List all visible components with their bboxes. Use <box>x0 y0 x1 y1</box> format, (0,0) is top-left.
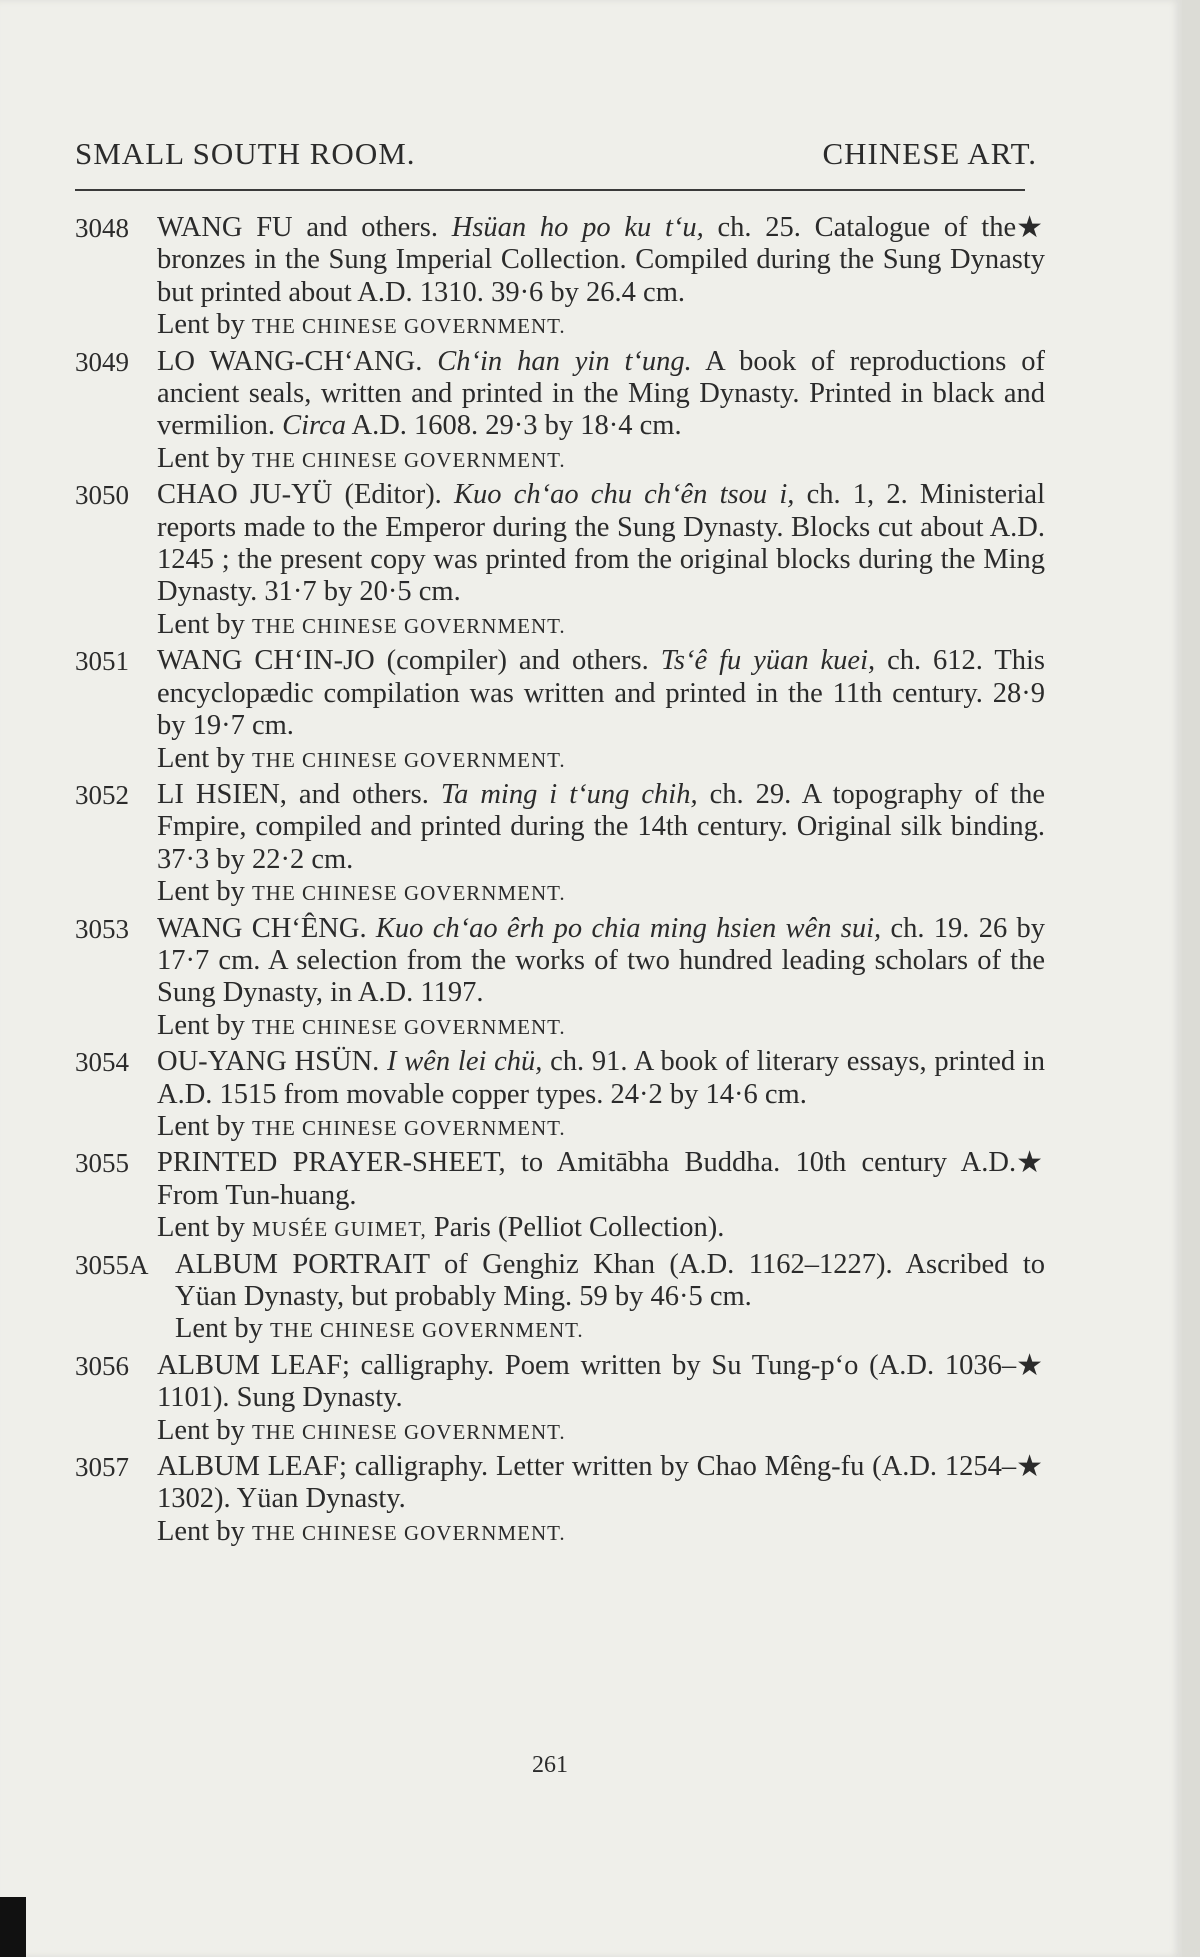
entry-author: PRINTED PRAYER-SHEET, <box>157 1147 506 1179</box>
lender-line <box>175 1313 1045 1346</box>
lender-detail: Paris (Pelliot Collection). <box>433 1212 725 1244</box>
catalogue-entry <box>75 212 1045 343</box>
lent-by-label: Lent by <box>175 1313 263 1345</box>
entry-author: WANG FU and others. <box>157 212 439 243</box>
header-right: CHINESE ART. <box>822 136 1037 171</box>
entry-title: Ta ming i t‘ung chih, <box>440 778 698 810</box>
catalogue-entry <box>75 1046 1045 1144</box>
lender-line <box>157 609 1045 642</box>
entry-body <box>157 779 1045 910</box>
entry-title: Kuo ch‘ao êrh po chia ming hsien wên sui, <box>375 912 882 944</box>
lender-name: THE CHINESE GOVERNMENT. <box>251 1520 566 1545</box>
lender-name: THE CHINESE GOVERNMENT. <box>251 1014 566 1039</box>
lent-by-label: Lent by <box>157 742 245 774</box>
lender-line <box>157 1415 1045 1448</box>
lent-by-label: Lent by <box>157 876 245 908</box>
entry-description: ch. 19. 26 by 17·7 cm. A selection from the works of two hundred leading scholars of the Sung Dynasty, in A.D. 1197. <box>157 912 1046 1009</box>
entry-body <box>157 645 1045 776</box>
entry-author: ALBUM PORTRAIT <box>175 1248 430 1280</box>
catalogue-entry <box>75 913 1045 1044</box>
entry-description: calligraphy. Poem written by Su Tung-p‘o (A.D. 1036–1101). Sung Dynasty. <box>157 1349 1017 1414</box>
entry-body <box>157 1147 1045 1245</box>
catalogue-entry <box>75 479 1045 642</box>
entry-number: 3048 <box>75 213 129 243</box>
lent-by-label: Lent by <box>157 1009 245 1041</box>
entry-number: 3050 <box>75 480 129 511</box>
entry-description: ch. 29. A topography of the Fmpire, compiled and printed during the 14th century. Original silk binding. 37·3 by 22·2 cm. <box>157 778 1045 875</box>
entry-author: ALBUM LEAF; <box>157 1349 350 1381</box>
entry-author: WANG CH‘IN-JO (compiler) and others. <box>157 645 649 677</box>
entry-author: ALBUM LEAF; <box>157 1451 347 1483</box>
entry-description: ch. 25. Catalogue of the bronzes in the Sung Imperial Collection. Compiled during the Sung Dynasty but printed about A.D. 1310. <box>157 212 1045 308</box>
header-rule <box>75 189 1025 191</box>
lender-line <box>157 1010 1045 1043</box>
entry-body <box>157 212 1045 343</box>
lent-by-label: Lent by <box>157 1515 245 1547</box>
lender-name: THE CHINESE GOVERNMENT. <box>251 1419 566 1444</box>
entry-title: Ch‘in han yin t‘ung. <box>437 345 692 377</box>
entry-body <box>157 479 1045 642</box>
star-icon: ★ <box>1016 1450 1043 1484</box>
entry-italic-note: Circa <box>282 410 346 442</box>
entry-description-cont: A.D. 1608. 29·3 by 18·4 cm. <box>351 410 682 442</box>
lender-line <box>157 1212 1045 1245</box>
catalogue-entries <box>75 212 1045 1552</box>
entry-title: I wên lei chü, <box>387 1046 543 1078</box>
catalogue-entry <box>75 1147 1045 1245</box>
entry-title: Kuo ch‘ao chu ch‘ên tsou i, <box>454 479 795 511</box>
entry-number: 3051 <box>75 646 129 677</box>
lender-name: MUSÉE GUIMET, <box>251 1217 427 1242</box>
entry-number: 3055 <box>75 1148 129 1179</box>
catalogue-entry <box>75 1350 1045 1448</box>
catalogue-entry <box>75 1451 1045 1549</box>
entry-number: 3055A <box>75 1249 149 1280</box>
lent-by-label: Lent by <box>157 1110 245 1142</box>
scan-corner <box>0 1897 26 1957</box>
lender-line <box>157 876 1045 909</box>
entry-description: to Amitābha Buddha. 10th century A.D. From Tun-huang. <box>157 1147 1017 1211</box>
entry-number: 3054 <box>75 1047 129 1078</box>
entry-body <box>157 346 1045 477</box>
entry-number: 3049 <box>75 346 129 377</box>
entry-dimensions: 39·6 by 26.4 cm. <box>491 276 685 308</box>
running-header <box>75 136 1037 176</box>
entry-description: ch. 1, 2. Ministerial reports made to the Emperor during the Sung Dynasty. Blocks cut about A.D. 1245 ; the present copy was printed from the original blocks during the Ming Dynasty. 31·7 by 20·5 cm. <box>157 479 1045 608</box>
catalogue-entry <box>75 1249 1045 1347</box>
lender-name: THE CHINESE GOVERNMENT. <box>251 881 566 906</box>
entry-body <box>175 1249 1045 1347</box>
entry-author: WANG CH‘ÊNG. <box>157 912 367 944</box>
entry-author: CHAO JU-YÜ (Editor). <box>157 479 442 511</box>
lender-line <box>157 743 1045 776</box>
lent-by-label: Lent by <box>157 1414 245 1446</box>
lender-name: THE CHINESE GOVERNMENT. <box>251 314 566 339</box>
lent-by-label: Lent by <box>157 1212 245 1244</box>
catalogue-entry <box>75 645 1045 776</box>
entry-description: ch. 612. This encyclopædic compilation was written and printed in the 11th century. 28·9 by 19·7 cm. <box>157 645 1045 742</box>
entry-author: LO WANG-CH‘ANG. <box>157 345 423 377</box>
lender-line <box>157 309 1045 342</box>
page-edge <box>1182 0 1200 1957</box>
lender-line <box>157 1111 1045 1144</box>
entry-number: 3057 <box>75 1452 129 1483</box>
star-icon: ★ <box>1016 211 1043 244</box>
catalogue-entry <box>75 346 1045 477</box>
lender-name: THE CHINESE GOVERNMENT. <box>251 747 566 772</box>
entry-body <box>157 1350 1045 1448</box>
lent-by-label: Lent by <box>157 442 245 474</box>
page-number: 261 <box>532 1752 568 1778</box>
entry-number: 3053 <box>75 913 129 944</box>
entry-description: A book of reproductions of ancient seals, written and printed in the Ming Dynasty. Printed in black and vermilion. <box>157 345 1046 442</box>
entry-number: 3052 <box>75 779 129 810</box>
entry-author: OU-YANG HSÜN. <box>157 1046 380 1078</box>
entry-body <box>157 1046 1045 1144</box>
lender-name: THE CHINESE GOVERNMENT. <box>251 1115 566 1140</box>
entry-number: 3056 <box>75 1350 129 1381</box>
lender-line <box>157 1516 1045 1549</box>
lent-by-label: Lent by <box>157 608 245 640</box>
catalogue-entry <box>75 779 1045 910</box>
entry-body <box>157 913 1045 1044</box>
entry-description: of Genghiz Khan (A.D. 1162–1227). Ascribed to Yüan Dynasty, but probably Ming. 59 by 46·5 cm. <box>175 1248 1045 1312</box>
star-icon: ★ <box>1016 1348 1043 1382</box>
entry-author: LI HSIEN, and others. <box>157 778 429 810</box>
lender-name: THE CHINESE GOVERNMENT. <box>251 613 566 638</box>
star-icon: ★ <box>1016 1146 1043 1180</box>
lent-by-label: Lent by <box>157 309 245 341</box>
header-left: SMALL SOUTH ROOM. <box>75 136 416 171</box>
entry-title: Hsüan ho po ku t‘u, <box>451 212 704 243</box>
entry-description: ch. 91. A book of literary essays, printed in A.D. 1515 from movable copper types. 24·2 by 14·6 cm. <box>157 1046 1046 1110</box>
entry-title: Ts‘ê fu yüan kuei, <box>660 645 876 677</box>
lender-name: THE CHINESE GOVERNMENT. <box>269 1318 584 1343</box>
lender-name: THE CHINESE GOVERNMENT. <box>251 447 566 472</box>
entry-body <box>157 1451 1045 1549</box>
entry-description: calligraphy. Letter written by Chao Mêng-fu (A.D. 1254–1302). Yüan Dynasty. <box>157 1451 1017 1515</box>
lender-line <box>157 443 1045 476</box>
